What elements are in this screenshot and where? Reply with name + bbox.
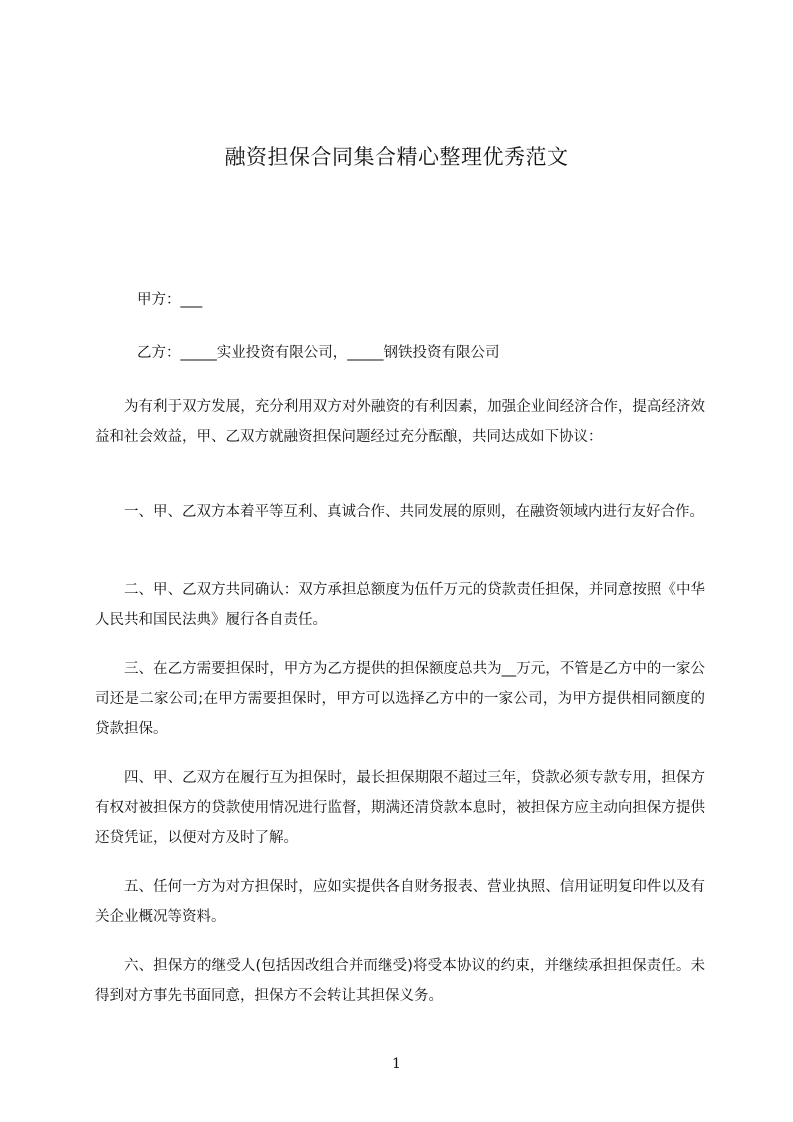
page-number: 1 <box>392 1056 401 1072</box>
document-title: 融资担保合同集合精心整理优秀范文 <box>224 145 569 169</box>
paragraph-preamble: 为有利于双方发展，充分利用双方对外融资的有利因素，加强企业间经济合作，提高经济效益和社会效益，甲、乙双方就融资担保问题经过充分酝酿，共同达成如下协议： <box>95 399 705 445</box>
paragraph-clause-3: 三、在乙方需要担保时，甲方为乙方提供的担保额度总共为__万元，不管是乙方中的一家公司还是二家公司;在甲方需要担保时，甲方可以选择乙方中的一家公司，为甲方提供相同额度的贷款担保。 <box>95 661 705 737</box>
paragraph-clause-4: 四、甲、乙双方在履行互为担保时，最长担保期限不超过三年，贷款必须专款专用，担保方有权对被担保方的贷款使用情况进行监督，期满还清贷款本息时，被担保方应主动向担保方提供还贷凭证，以便对方及时了解。 <box>95 770 705 846</box>
paragraph-clause-2: 二、甲、乙双方共同确认：双方承担总额度为伍仟万元的贷款责任担保，并同意按照《中华人民共和国民法典》履行各自责任。 <box>95 582 705 628</box>
party-b-line: 乙方：_____实业投资有限公司，_____钢铁投资有限公司 <box>137 345 500 361</box>
paragraph-clause-1: 一、甲、乙双方本着平等互利、真诚合作、共同发展的原则，在融资领域内进行友好合作。 <box>124 504 704 520</box>
paragraph-clause-6: 六、担保方的继受人(包括因改组合并而继受)将受本协议的约束，并继续承担担保责任。未得到对方事先书面同意，担保方不会转让其担保义务。 <box>95 958 705 1004</box>
paragraph-clause-5: 五、任何一方为对方担保时，应如实提供各自财务报表、营业执照、信用证明复印件以及有关企业概况等资料。 <box>95 879 705 925</box>
party-a-line: 甲方：___ <box>137 292 203 308</box>
